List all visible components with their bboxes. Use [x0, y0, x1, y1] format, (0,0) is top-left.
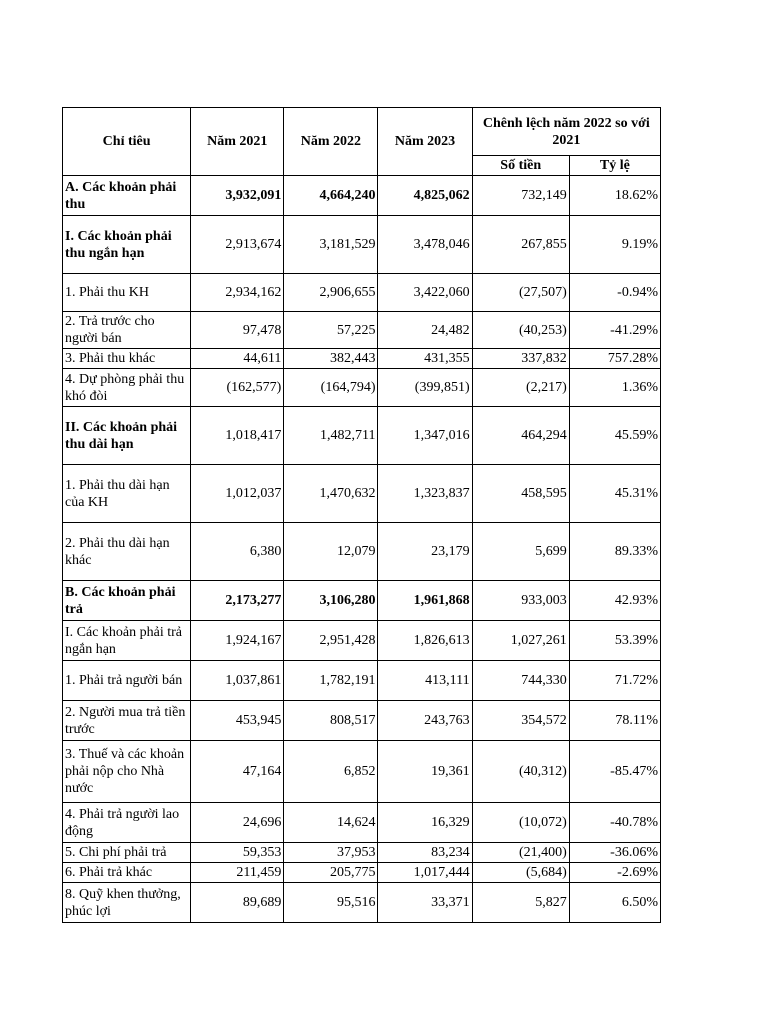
- table-row: [63, 274, 661, 312]
- cell-y2023: 3,422,060: [378, 274, 472, 312]
- cell-so-tien: 458,595: [472, 465, 569, 523]
- cell-y2022: 37,953: [284, 843, 378, 863]
- cell-ty-le: -85.47%: [569, 741, 660, 803]
- cell-ty-le: 89.33%: [569, 523, 660, 581]
- row-label: 6. Phải trả khác: [63, 863, 191, 883]
- cell-so-tien: 267,855: [472, 216, 569, 274]
- cell-so-tien: 5,827: [472, 883, 569, 923]
- table-row: [63, 621, 661, 661]
- cell-y2021: 453,945: [191, 701, 284, 741]
- table-row: [63, 803, 661, 843]
- row-label: B. Các khoản phải trả: [63, 581, 191, 621]
- table-row: [63, 661, 661, 701]
- cell-y2021: 3,932,091: [191, 176, 284, 216]
- cell-so-tien: (2,217): [472, 369, 569, 407]
- cell-ty-le: 42.93%: [569, 581, 660, 621]
- cell-ty-le: 78.11%: [569, 701, 660, 741]
- cell-so-tien: 354,572: [472, 701, 569, 741]
- cell-y2021: 6,380: [191, 523, 284, 581]
- table-row: [63, 216, 661, 274]
- cell-y2022: (164,794): [284, 369, 378, 407]
- table-row: [63, 581, 661, 621]
- cell-so-tien: 464,294: [472, 407, 569, 465]
- cell-y2022: 1,482,711: [284, 407, 378, 465]
- cell-y2021: 97,478: [191, 312, 284, 349]
- cell-y2022: 2,951,428: [284, 621, 378, 661]
- cell-y2021: 1,012,037: [191, 465, 284, 523]
- header-chi-tieu: Chỉ tiêu: [63, 108, 191, 176]
- row-label: 1. Phải thu KH: [63, 274, 191, 312]
- cell-y2022: 3,181,529: [284, 216, 378, 274]
- cell-ty-le: 53.39%: [569, 621, 660, 661]
- cell-y2021: 89,689: [191, 883, 284, 923]
- cell-y2023: 16,329: [378, 803, 472, 843]
- cell-y2023: 33,371: [378, 883, 472, 923]
- cell-so-tien: (40,253): [472, 312, 569, 349]
- cell-y2023: 4,825,062: [378, 176, 472, 216]
- cell-so-tien: 337,832: [472, 349, 569, 369]
- row-label: II. Các khoản phải thu dài hạn: [63, 407, 191, 465]
- cell-y2023: 243,763: [378, 701, 472, 741]
- row-label: 2. Phải thu dài hạn khác: [63, 523, 191, 581]
- cell-ty-le: 757.28%: [569, 349, 660, 369]
- cell-y2021: 47,164: [191, 741, 284, 803]
- cell-y2022: 808,517: [284, 701, 378, 741]
- cell-y2021: 1,018,417: [191, 407, 284, 465]
- cell-so-tien: 5,699: [472, 523, 569, 581]
- cell-so-tien: (5,684): [472, 863, 569, 883]
- cell-ty-le: 6.50%: [569, 883, 660, 923]
- cell-y2021: 2,913,674: [191, 216, 284, 274]
- cell-so-tien: (27,507): [472, 274, 569, 312]
- cell-so-tien: 1,027,261: [472, 621, 569, 661]
- row-label: 4. Dự phòng phải thu khó đòi: [63, 369, 191, 407]
- cell-so-tien: (40,312): [472, 741, 569, 803]
- cell-y2022: 4,664,240: [284, 176, 378, 216]
- header-year-2022: Năm 2022: [284, 108, 378, 176]
- cell-y2022: 95,516: [284, 883, 378, 923]
- cell-ty-le: 1.36%: [569, 369, 660, 407]
- cell-y2022: 57,225: [284, 312, 378, 349]
- cell-ty-le: -2.69%: [569, 863, 660, 883]
- row-label: 1. Phải trả người bán: [63, 661, 191, 701]
- cell-y2021: (162,577): [191, 369, 284, 407]
- cell-y2021: 24,696: [191, 803, 284, 843]
- table-row: [63, 312, 661, 349]
- cell-y2021: 44,611: [191, 349, 284, 369]
- table-row: [63, 407, 661, 465]
- cell-y2022: 6,852: [284, 741, 378, 803]
- header-year-2021: Năm 2021: [191, 108, 284, 176]
- cell-y2022: 1,782,191: [284, 661, 378, 701]
- cell-ty-le: 71.72%: [569, 661, 660, 701]
- row-label: A. Các khoản phải thu: [63, 176, 191, 216]
- row-label: I. Các khoản phải trả ngắn hạn: [63, 621, 191, 661]
- header-ty-le: Tỷ lệ: [569, 156, 660, 176]
- cell-y2023: 1,323,837: [378, 465, 472, 523]
- row-label: 2. Người mua trả tiền trước: [63, 701, 191, 741]
- cell-ty-le: -40.78%: [569, 803, 660, 843]
- cell-y2023: 19,361: [378, 741, 472, 803]
- cell-y2022: 1,470,632: [284, 465, 378, 523]
- table-row: [63, 523, 661, 581]
- cell-ty-le: -0.94%: [569, 274, 660, 312]
- header-chenh-lech: Chênh lệch năm 2022 so với 2021: [472, 108, 660, 156]
- cell-y2021: 211,459: [191, 863, 284, 883]
- cell-y2021: 1,037,861: [191, 661, 284, 701]
- cell-y2022: 382,443: [284, 349, 378, 369]
- table-body: [63, 176, 661, 923]
- row-label: 8. Quỹ khen thưởng, phúc lợi: [63, 883, 191, 923]
- cell-y2023: 23,179: [378, 523, 472, 581]
- cell-so-tien: 933,003: [472, 581, 569, 621]
- row-label: I. Các khoản phải thu ngắn hạn: [63, 216, 191, 274]
- cell-y2021: 59,353: [191, 843, 284, 863]
- cell-y2023: 431,355: [378, 349, 472, 369]
- row-label: 4. Phải trả người lao động: [63, 803, 191, 843]
- table-row: [63, 863, 661, 883]
- cell-y2022: 14,624: [284, 803, 378, 843]
- table-row: [63, 741, 661, 803]
- row-label: 3. Phải thu khác: [63, 349, 191, 369]
- cell-y2023: (399,851): [378, 369, 472, 407]
- cell-y2023: 1,017,444: [378, 863, 472, 883]
- table-row: [63, 701, 661, 741]
- cell-y2021: 2,173,277: [191, 581, 284, 621]
- cell-so-tien: (10,072): [472, 803, 569, 843]
- cell-so-tien: (21,400): [472, 843, 569, 863]
- header-year-2023: Năm 2023: [378, 108, 472, 176]
- cell-y2021: 2,934,162: [191, 274, 284, 312]
- cell-ty-le: 9.19%: [569, 216, 660, 274]
- table-row: [63, 176, 661, 216]
- cell-y2023: 1,347,016: [378, 407, 472, 465]
- header-so-tien: Số tiền: [472, 156, 569, 176]
- cell-y2023: 413,111: [378, 661, 472, 701]
- cell-ty-le: -41.29%: [569, 312, 660, 349]
- row-label: 5. Chi phí phải trả: [63, 843, 191, 863]
- row-label: 3. Thuế và các khoản phải nộp cho Nhà nước: [63, 741, 191, 803]
- table-row: [63, 465, 661, 523]
- cell-so-tien: 732,149: [472, 176, 569, 216]
- cell-y2022: 3,106,280: [284, 581, 378, 621]
- table-row: [63, 843, 661, 863]
- cell-y2022: 205,775: [284, 863, 378, 883]
- table-row: [63, 349, 661, 369]
- cell-ty-le: 45.31%: [569, 465, 660, 523]
- cell-y2023: 1,961,868: [378, 581, 472, 621]
- cell-y2022: 12,079: [284, 523, 378, 581]
- row-label: 2. Trả trước cho người bán: [63, 312, 191, 349]
- cell-ty-le: -36.06%: [569, 843, 660, 863]
- table-row: [63, 369, 661, 407]
- cell-ty-le: 45.59%: [569, 407, 660, 465]
- cell-ty-le: 18.62%: [569, 176, 660, 216]
- cell-y2023: 83,234: [378, 843, 472, 863]
- cell-so-tien: 744,330: [472, 661, 569, 701]
- row-label: 1. Phải thu dài hạn của KH: [63, 465, 191, 523]
- financial-table: [62, 107, 661, 923]
- table-row: [63, 883, 661, 923]
- cell-y2023: 24,482: [378, 312, 472, 349]
- cell-y2022: 2,906,655: [284, 274, 378, 312]
- cell-y2023: 3,478,046: [378, 216, 472, 274]
- cell-y2021: 1,924,167: [191, 621, 284, 661]
- cell-y2023: 1,826,613: [378, 621, 472, 661]
